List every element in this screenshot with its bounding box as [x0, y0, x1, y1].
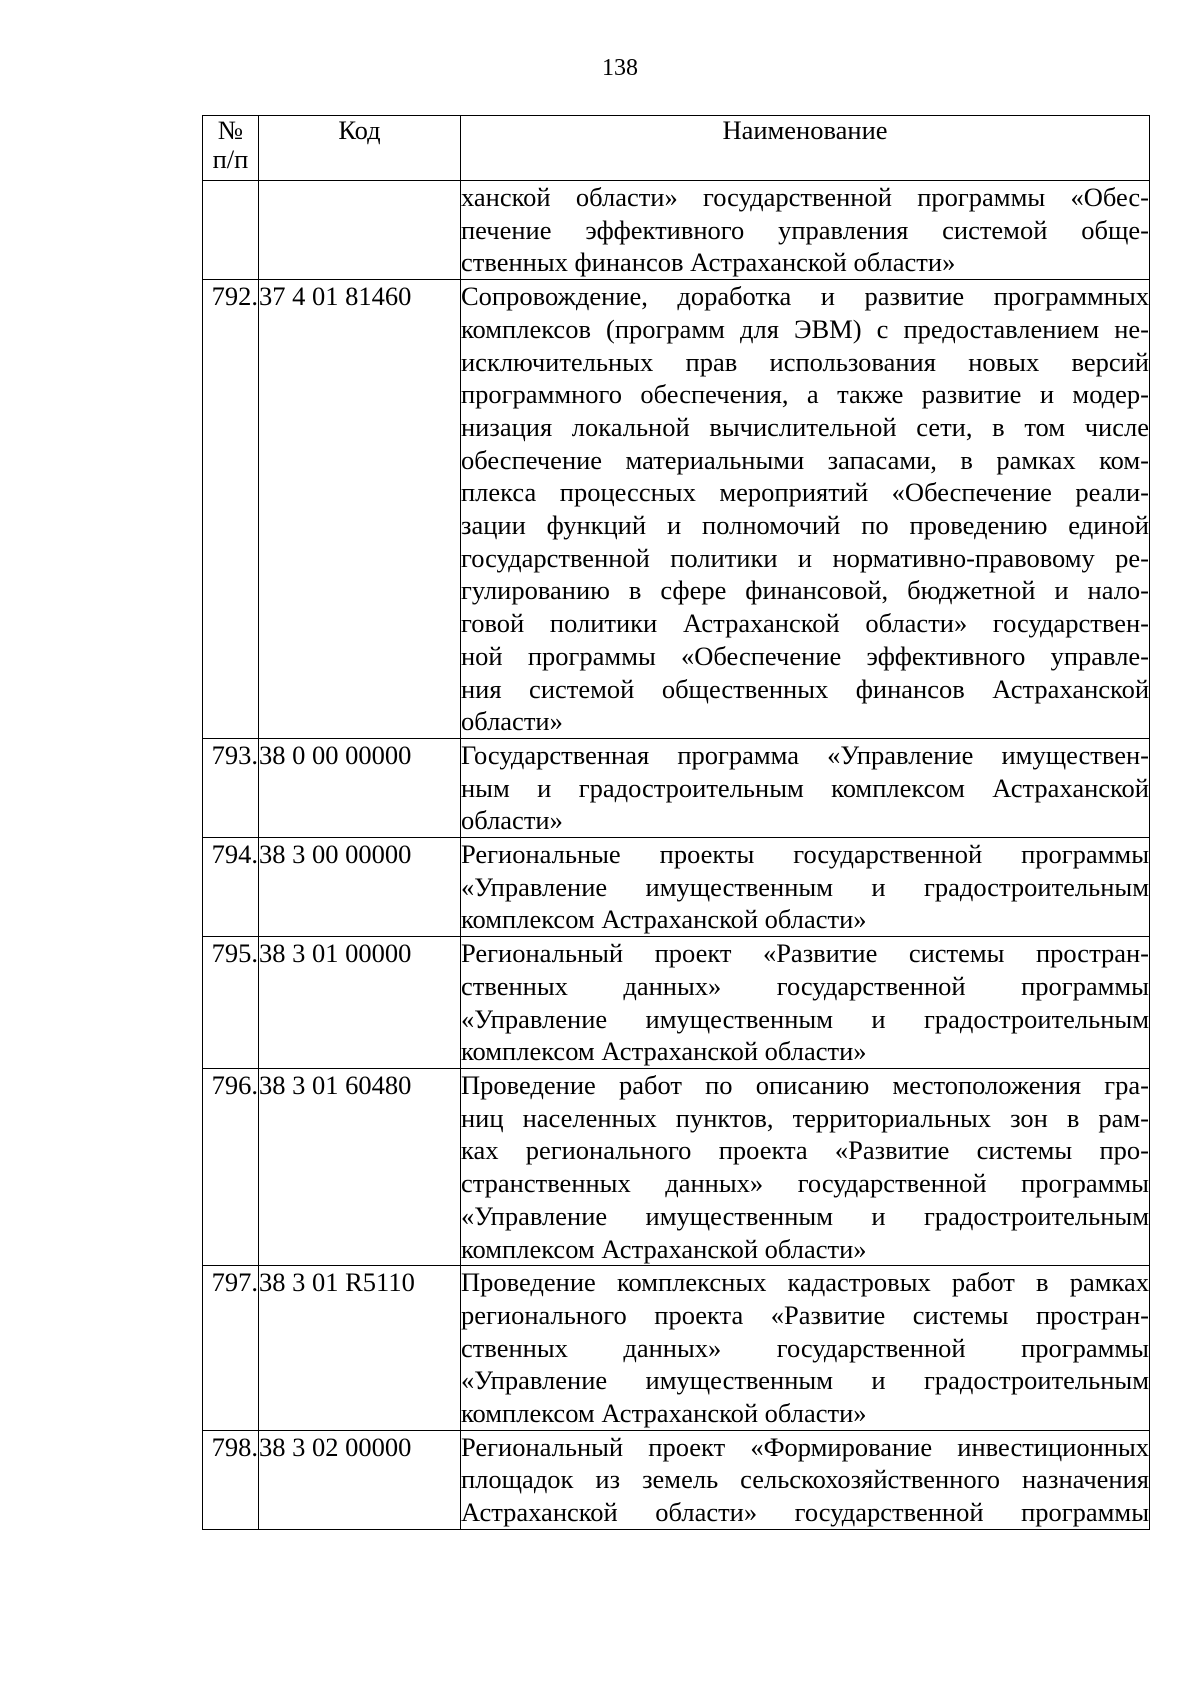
row-name-line: области»	[461, 805, 563, 836]
header-num-abbr: п/п	[212, 144, 249, 174]
row-name-line: площадок из земель сельскохозяйственного назначения	[461, 1464, 1149, 1495]
row-name-line: ниц населенных пунктов, территориальных зон в рам-	[461, 1102, 1149, 1133]
row-name-line: плекса процессных мероприятий «Обеспечение реали-	[461, 477, 1149, 508]
table-row	[203, 1068, 1150, 1265]
row-number	[203, 181, 259, 280]
table-row	[203, 1266, 1150, 1431]
row-name-line: ственных данных» государственной программы	[461, 970, 1149, 1001]
row-name	[461, 1430, 1150, 1529]
table-header-row	[203, 116, 1150, 181]
table-row	[203, 1430, 1150, 1529]
row-name-line: говой политики Астраханской области» государствен-	[461, 608, 1149, 639]
row-name	[461, 181, 1150, 280]
row-name-line: Астраханской области» государственной программы	[461, 1497, 1149, 1528]
row-name	[461, 937, 1150, 1069]
row-name	[461, 738, 1150, 837]
row-name-line: «Управление имущественным и градостроительным	[461, 871, 1149, 902]
registry-table	[202, 115, 1150, 1530]
row-code: 38 3 00 00000	[259, 838, 461, 937]
row-name-line: «Управление имущественным и градостроительным	[461, 1365, 1149, 1396]
row-name-line: программного обеспечения, а также развитие и модер-	[461, 379, 1149, 410]
row-number: 793.	[203, 738, 259, 837]
row-name-line: Региональный проект «Формирование инвестиционных	[461, 1431, 1149, 1462]
row-number: 796.	[203, 1068, 259, 1265]
table-body	[203, 181, 1150, 1530]
row-number: 794.	[203, 838, 259, 937]
row-name-line: регионального проекта «Развитие системы простран-	[461, 1299, 1149, 1330]
row-name-line: зации функций и полномочий по проведению единой	[461, 510, 1149, 541]
row-name-line: Проведение работ по описанию местоположения гра-	[461, 1069, 1149, 1100]
row-name-line: ственных данных» государственной программы	[461, 1332, 1149, 1363]
row-number: 795.	[203, 937, 259, 1069]
row-name	[461, 838, 1150, 937]
table-row	[203, 738, 1150, 837]
row-name-line: гулированию в сфере финансовой, бюджетной и нало-	[461, 575, 1149, 606]
page-number: 138	[602, 55, 638, 81]
table-row	[203, 937, 1150, 1069]
row-name-line: комплексом Астраханской области»	[461, 1233, 867, 1264]
table-row	[203, 280, 1150, 739]
row-name-line: печение эффективного управления системой обще-	[461, 214, 1149, 245]
row-name-line: ках регионального проекта «Развитие системы про-	[461, 1135, 1149, 1166]
header-name: Наименование	[461, 116, 1150, 181]
row-name-line: «Управление имущественным и градостроительным	[461, 1003, 1149, 1034]
row-name-line: ной программы «Обеспечение эффективного управле-	[461, 640, 1149, 671]
row-name-line: комплексов (программ для ЭВМ) с предоставлением не-	[461, 313, 1149, 344]
row-name-line: Проведение комплексных кадастровых работ в рамках	[461, 1267, 1149, 1298]
row-number: 792.	[203, 280, 259, 739]
row-number: 798.	[203, 1430, 259, 1529]
row-code: 38 3 02 00000	[259, 1430, 461, 1529]
row-name-line: странственных данных» государственной программы	[461, 1168, 1149, 1199]
row-name-line: ханской области» государственной программы «Обес-	[461, 182, 1149, 212]
row-name-line: государственной политики и нормативно-правовому ре-	[461, 542, 1149, 573]
row-name-line: Региональные проекты государственной программы	[461, 839, 1149, 870]
row-code: 38 0 00 00000	[259, 738, 461, 837]
row-code: 38 3 01 R5110	[259, 1266, 461, 1431]
row-name	[461, 280, 1150, 739]
row-name-line: ния системой общественных финансов Астраханской	[461, 673, 1149, 704]
row-code: 38 3 01 00000	[259, 937, 461, 1069]
row-name-line: комплексом Астраханской области»	[461, 1398, 867, 1429]
table-row	[203, 838, 1150, 937]
row-name-line: исключительных прав использования новых версий	[461, 346, 1149, 377]
row-name-line: Региональный проект «Развитие системы простран-	[461, 938, 1149, 969]
header-code: Код	[259, 116, 461, 181]
row-code	[259, 181, 461, 280]
row-name-line: комплексом Астраханской области»	[461, 904, 867, 935]
row-name	[461, 1068, 1150, 1265]
header-num-symbol: №	[217, 115, 244, 145]
row-code: 38 3 01 60480	[259, 1068, 461, 1265]
row-name-line: «Управление имущественным и градостроительным	[461, 1200, 1149, 1231]
row-name-line: области»	[461, 706, 563, 737]
row-name-line: ным и градостроительным комплексом Астраханской	[461, 772, 1149, 803]
header-num	[203, 116, 259, 181]
row-name	[461, 1266, 1150, 1431]
row-name-line: низация локальной вычислительной сети, в том числе	[461, 411, 1149, 442]
row-number: 797.	[203, 1266, 259, 1431]
row-name-line: Государственная программа «Управление имуществен-	[461, 739, 1149, 770]
row-name-line: обеспечение материальными запасами, в рамках ком-	[461, 444, 1149, 475]
table-row	[203, 181, 1150, 280]
row-name-line: Сопровождение, доработка и развитие программных	[461, 281, 1149, 312]
row-name-line: ственных финансов Астраханской области»	[461, 247, 956, 278]
row-name-line: комплексом Астраханской области»	[461, 1036, 867, 1067]
row-code: 37 4 01 81460	[259, 280, 461, 739]
